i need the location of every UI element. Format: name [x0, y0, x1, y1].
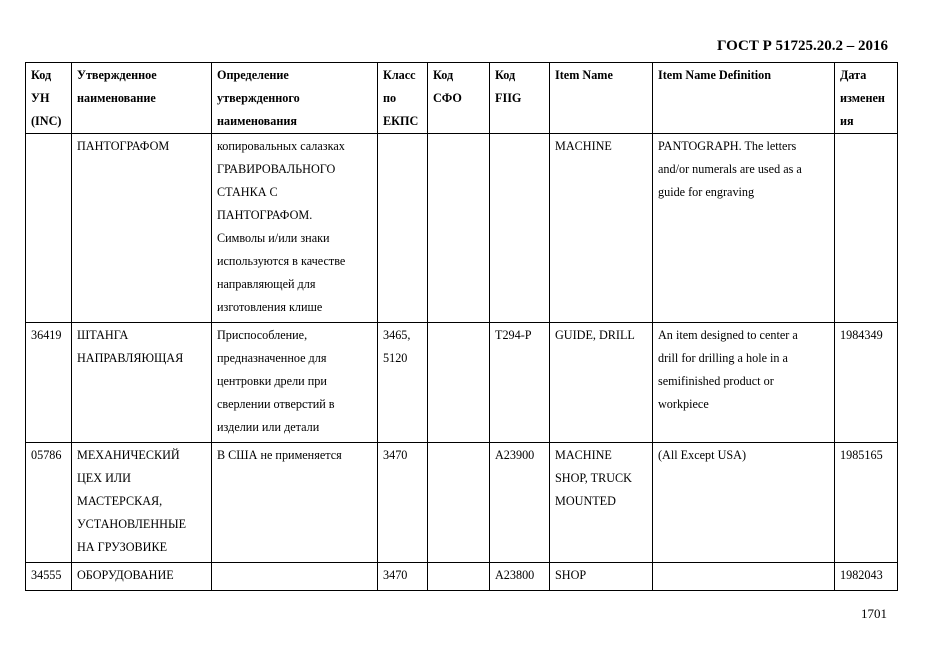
- item-name-table: [25, 62, 898, 591]
- cell-sfo: [428, 563, 490, 591]
- cell-approved-name: ПАНТОГРАФОМ: [72, 134, 212, 323]
- table-row: [26, 323, 898, 443]
- cell-fiig: A23800: [490, 563, 550, 591]
- cell-inc: 34555: [26, 563, 72, 591]
- cell-sfo: [428, 134, 490, 323]
- cell-class: 3470: [378, 443, 428, 563]
- col-header-definition: Определение утвержденного наименования: [212, 63, 378, 134]
- table-row: [26, 134, 898, 323]
- col-header-class: Класс по ЕКПС: [378, 63, 428, 134]
- col-header-item-definition: Item Name Definition: [653, 63, 835, 134]
- col-header-fiig: Код FIIG: [490, 63, 550, 134]
- cell-sfo: [428, 443, 490, 563]
- cell-fiig: [490, 134, 550, 323]
- cell-definition: В США не применяется: [212, 443, 378, 563]
- cell-approved-name: МЕХАНИЧЕСКИЙ ЦЕХ ИЛИ МАСТЕРСКАЯ, УСТАНОВЛЕННЫЕ НА ГРУЗОВИКЕ: [72, 443, 212, 563]
- table-row: [26, 443, 898, 563]
- cell-class: 3470: [378, 563, 428, 591]
- cell-item-name: MACHINE: [550, 134, 653, 323]
- cell-item-definition: (All Except USA): [653, 443, 835, 563]
- cell-approved-name: ОБОРУДОВАНИЕ: [72, 563, 212, 591]
- cell-inc: 05786: [26, 443, 72, 563]
- cell-change-date: [835, 134, 898, 323]
- document-header: ГОСТ Р 51725.20.2 – 2016: [716, 38, 888, 54]
- cell-definition: Приспособление, предназначенное для центровки дрели при сверлении отверстий в изделии или детали: [212, 323, 378, 443]
- table-header-row: [26, 63, 898, 134]
- col-header-inc: Код УН (INC): [26, 63, 72, 134]
- page-number: 1701: [861, 606, 887, 621]
- col-header-sfo: Код СФО: [428, 63, 490, 134]
- cell-change-date: 1985165: [835, 443, 898, 563]
- cell-class: [378, 134, 428, 323]
- col-header-change-date: Дата изменен ия: [835, 63, 898, 134]
- cell-item-name: MACHINE SHOP, TRUCK MOUNTED: [550, 443, 653, 563]
- cell-item-name: GUIDE, DRILL: [550, 323, 653, 443]
- col-header-approved-name: Утвержденное наименование: [72, 63, 212, 134]
- cell-fiig: A23900: [490, 443, 550, 563]
- cell-item-definition: PANTOGRAPH. The letters and/or numerals are used as a guide for engraving: [653, 134, 835, 323]
- table-row: [26, 563, 898, 591]
- cell-fiig: T294-P: [490, 323, 550, 443]
- cell-definition: копировальных салазках ГРАВИРОВАЛЬНОГО СТАНКА С ПАНТОГРАФОМ. Символы и/или знаки используются в качестве направляющей для изготовления клише: [212, 134, 378, 323]
- cell-definition: [212, 563, 378, 591]
- cell-class: 3465, 5120: [378, 323, 428, 443]
- cell-item-definition: [653, 563, 835, 591]
- cell-item-definition: An item designed to center a drill for drilling a hole in a semifinished product or workpiece: [653, 323, 835, 443]
- cell-sfo: [428, 323, 490, 443]
- cell-change-date: 1982043: [835, 563, 898, 591]
- cell-change-date: 1984349: [835, 323, 898, 443]
- cell-inc: 36419: [26, 323, 72, 443]
- cell-inc: [26, 134, 72, 323]
- cell-item-name: SHOP: [550, 563, 653, 591]
- col-header-item-name: Item Name: [550, 63, 653, 134]
- cell-approved-name: ШТАНГА НАПРАВЛЯЮЩАЯ: [72, 323, 212, 443]
